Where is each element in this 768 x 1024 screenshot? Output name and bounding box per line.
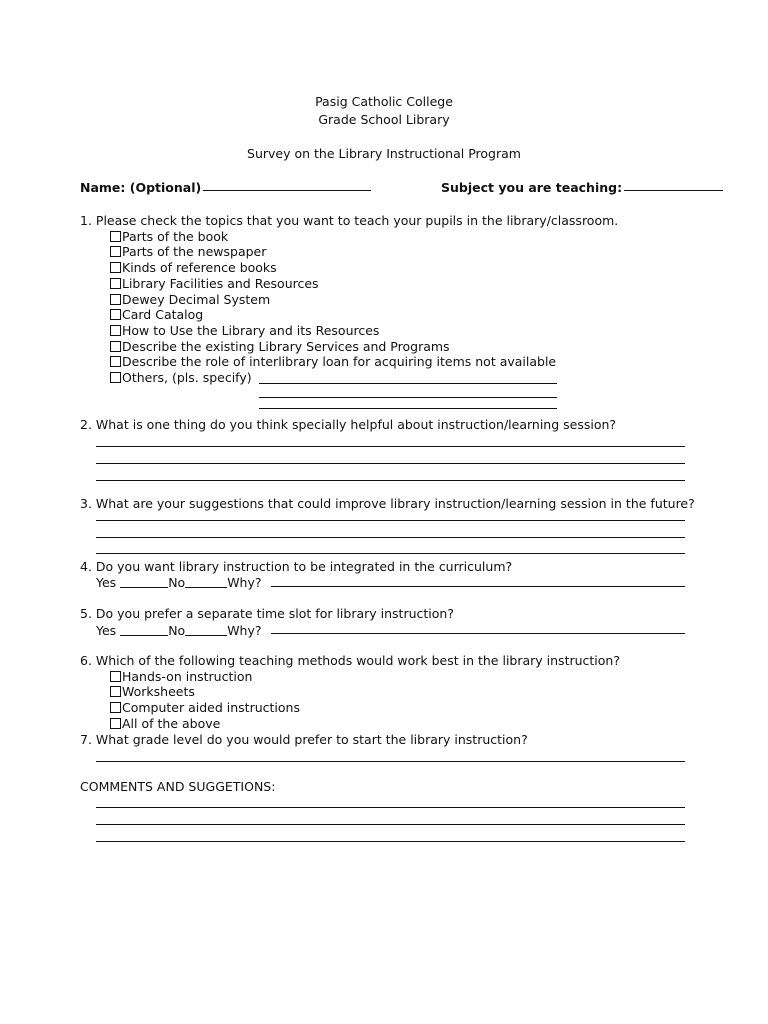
- question-6: 6. Which of the following teaching methods would work best in the library instruction?: [80, 653, 620, 668]
- answer-line[interactable]: [96, 520, 685, 521]
- answer-line[interactable]: [96, 463, 685, 464]
- q6-option[interactable]: Worksheets: [110, 684, 195, 699]
- survey-title: Survey on the Library Instructional Program: [247, 146, 521, 161]
- subject-field[interactable]: [624, 190, 723, 191]
- others-field[interactable]: [259, 383, 557, 384]
- checkbox[interactable]: [110, 231, 121, 242]
- q4-yes-no: Yes No Why?: [96, 575, 262, 590]
- answer-line[interactable]: [96, 761, 685, 762]
- checkbox[interactable]: [110, 341, 121, 352]
- checkbox[interactable]: [110, 325, 121, 336]
- name-field[interactable]: [203, 190, 371, 191]
- comment-line[interactable]: [96, 807, 685, 808]
- why-line[interactable]: [271, 633, 685, 634]
- checkbox[interactable]: [110, 262, 121, 273]
- comments-label: COMMENTS AND SUGGETIONS:: [80, 779, 276, 794]
- answer-line[interactable]: [96, 553, 685, 554]
- others-field[interactable]: [259, 397, 557, 398]
- q6-option[interactable]: Hands-on instruction: [110, 669, 252, 684]
- q1-option[interactable]: Parts of the book: [110, 229, 228, 244]
- checkbox[interactable]: [110, 372, 121, 383]
- library-name: Grade School Library: [318, 112, 450, 127]
- checkbox[interactable]: [110, 246, 121, 257]
- why-line[interactable]: [271, 586, 685, 587]
- checkbox[interactable]: [110, 702, 121, 713]
- no-blank[interactable]: [185, 624, 227, 636]
- q1-option[interactable]: Library Facilities and Resources: [110, 276, 319, 291]
- q1-option[interactable]: Parts of the newspaper: [110, 244, 266, 259]
- others-field[interactable]: [259, 408, 557, 409]
- q6-option[interactable]: All of the above: [110, 716, 220, 731]
- yes-blank[interactable]: [120, 624, 168, 636]
- checkbox[interactable]: [110, 718, 121, 729]
- checkbox[interactable]: [110, 356, 121, 367]
- q1-option[interactable]: Kinds of reference books: [110, 260, 277, 275]
- question-2: 2. What is one thing do you think specially helpful about instruction/learning session?: [80, 417, 617, 432]
- subject-label: Subject you are teaching:: [441, 180, 623, 195]
- q1-option[interactable]: Describe the existing Library Services and Programs: [110, 339, 450, 354]
- q1-option[interactable]: How to Use the Library and its Resources: [110, 323, 379, 338]
- question-5: 5. Do you prefer a separate time slot for library instruction?: [80, 606, 454, 621]
- question-3: 3. What are your suggestions that could improve library instruction/learning session in the future?: [80, 496, 695, 511]
- checkbox[interactable]: [110, 686, 121, 697]
- answer-line[interactable]: [96, 537, 685, 538]
- question-1: 1. Please check the topics that you want to teach your pupils in the library/classroom.: [80, 213, 619, 228]
- checkbox[interactable]: [110, 671, 121, 682]
- q1-option[interactable]: Others, (pls. specify): [110, 370, 252, 385]
- q5-yes-no: Yes No Why?: [96, 623, 262, 638]
- q1-option[interactable]: Dewey Decimal System: [110, 292, 270, 307]
- school-name: Pasig Catholic College: [315, 94, 453, 109]
- comment-line[interactable]: [96, 824, 685, 825]
- checkbox[interactable]: [110, 294, 121, 305]
- name-label: Name: (Optional): [80, 180, 202, 195]
- comment-line[interactable]: [96, 841, 685, 842]
- q6-option[interactable]: Computer aided instructions: [110, 700, 300, 715]
- checkbox[interactable]: [110, 309, 121, 320]
- question-7: 7. What grade level do you would prefer to start the library instruction?: [80, 732, 528, 747]
- yes-blank[interactable]: [120, 576, 168, 588]
- no-blank[interactable]: [185, 576, 227, 588]
- answer-line[interactable]: [96, 480, 685, 481]
- q1-option[interactable]: Describe the role of interlibrary loan for acquiring items not available: [110, 354, 556, 369]
- question-4: 4. Do you want library instruction to be integrated in the curriculum?: [80, 559, 513, 574]
- answer-line[interactable]: [96, 446, 685, 447]
- checkbox[interactable]: [110, 278, 121, 289]
- q1-option[interactable]: Card Catalog: [110, 307, 203, 322]
